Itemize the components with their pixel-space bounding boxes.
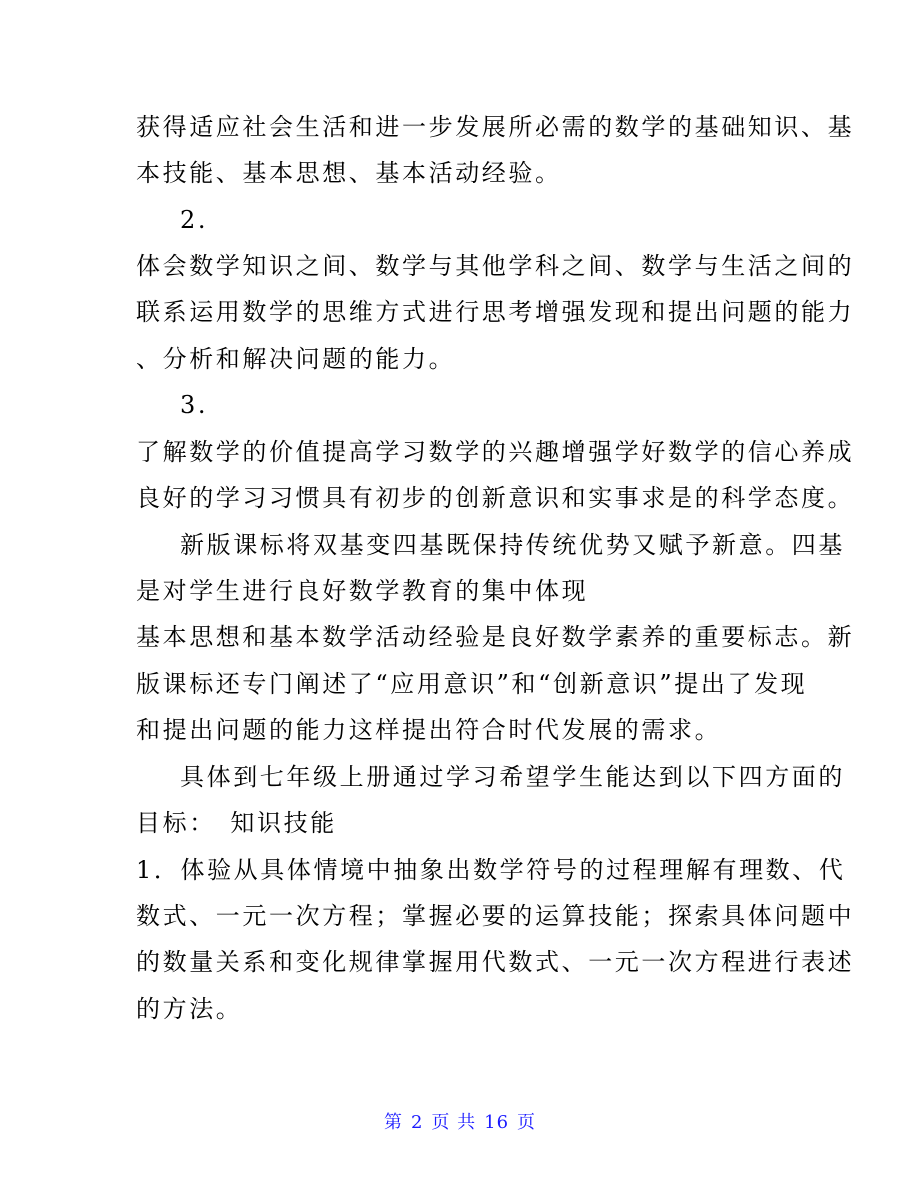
footer-total-pages: 16: [484, 1112, 510, 1133]
text-line: 1．体验从具体情境中抽象出数学符号的过程理解有理数、代: [136, 856, 846, 884]
text-line: 数式、一元一次方程；掌握必要的运算技能；探索具体问题中: [136, 902, 855, 930]
list-number: 3.: [180, 391, 209, 419]
footer-middle: 页 共: [431, 1112, 477, 1133]
footer-prefix: 第: [383, 1112, 403, 1133]
text-line: 的数量关系和变化规律掌握用代数式、一元一次方程进行表述: [136, 948, 855, 976]
text-line: 目标： 知识技能: [136, 809, 337, 837]
text-line: 具体到七年级上册通过学习希望学生能达到以下四方面的: [180, 763, 845, 791]
text-line: 和提出问题的能力这样提出符合时代发展的需求。: [136, 716, 722, 744]
page-footer: [0, 1112, 920, 1134]
footer-suffix: 页: [517, 1112, 537, 1133]
text-line: 本技能、基本思想、基本活动经验。: [136, 159, 562, 187]
text-line: 体会数学知识之间、数学与其他学科之间、数学与生活之间的: [136, 252, 855, 280]
footer-page-number: 2: [410, 1112, 424, 1133]
list-number: 2.: [180, 206, 209, 234]
text-line: 的方法。: [136, 995, 243, 1023]
text-line: 良好的学习习惯具有初步的创新意识和实事求是的科学态度。: [136, 484, 855, 512]
text-line: 了解数学的价值提高学习数学的兴趣增强学好数学的信心养成: [136, 438, 855, 466]
text-line: 是对学生进行良好数学教育的集中体现: [136, 577, 589, 605]
text-line: 版课标还专门阐述了“应用意识”和“创新意识”提出了发现: [136, 670, 808, 698]
text-line: 新版课标将双基变四基既保持传统优势又赋予新意。四基: [180, 531, 845, 559]
text-line: 、分析和解决问题的能力。: [136, 345, 456, 373]
text-line: 基本思想和基本数学活动经验是良好数学素养的重要标志。新: [136, 623, 855, 651]
text-line: 获得适应社会生活和进一步发展所必需的数学的基础知识、基: [136, 113, 855, 141]
text-line: 联系运用数学的思维方式进行思考增强发现和提出问题的能力: [136, 298, 855, 326]
